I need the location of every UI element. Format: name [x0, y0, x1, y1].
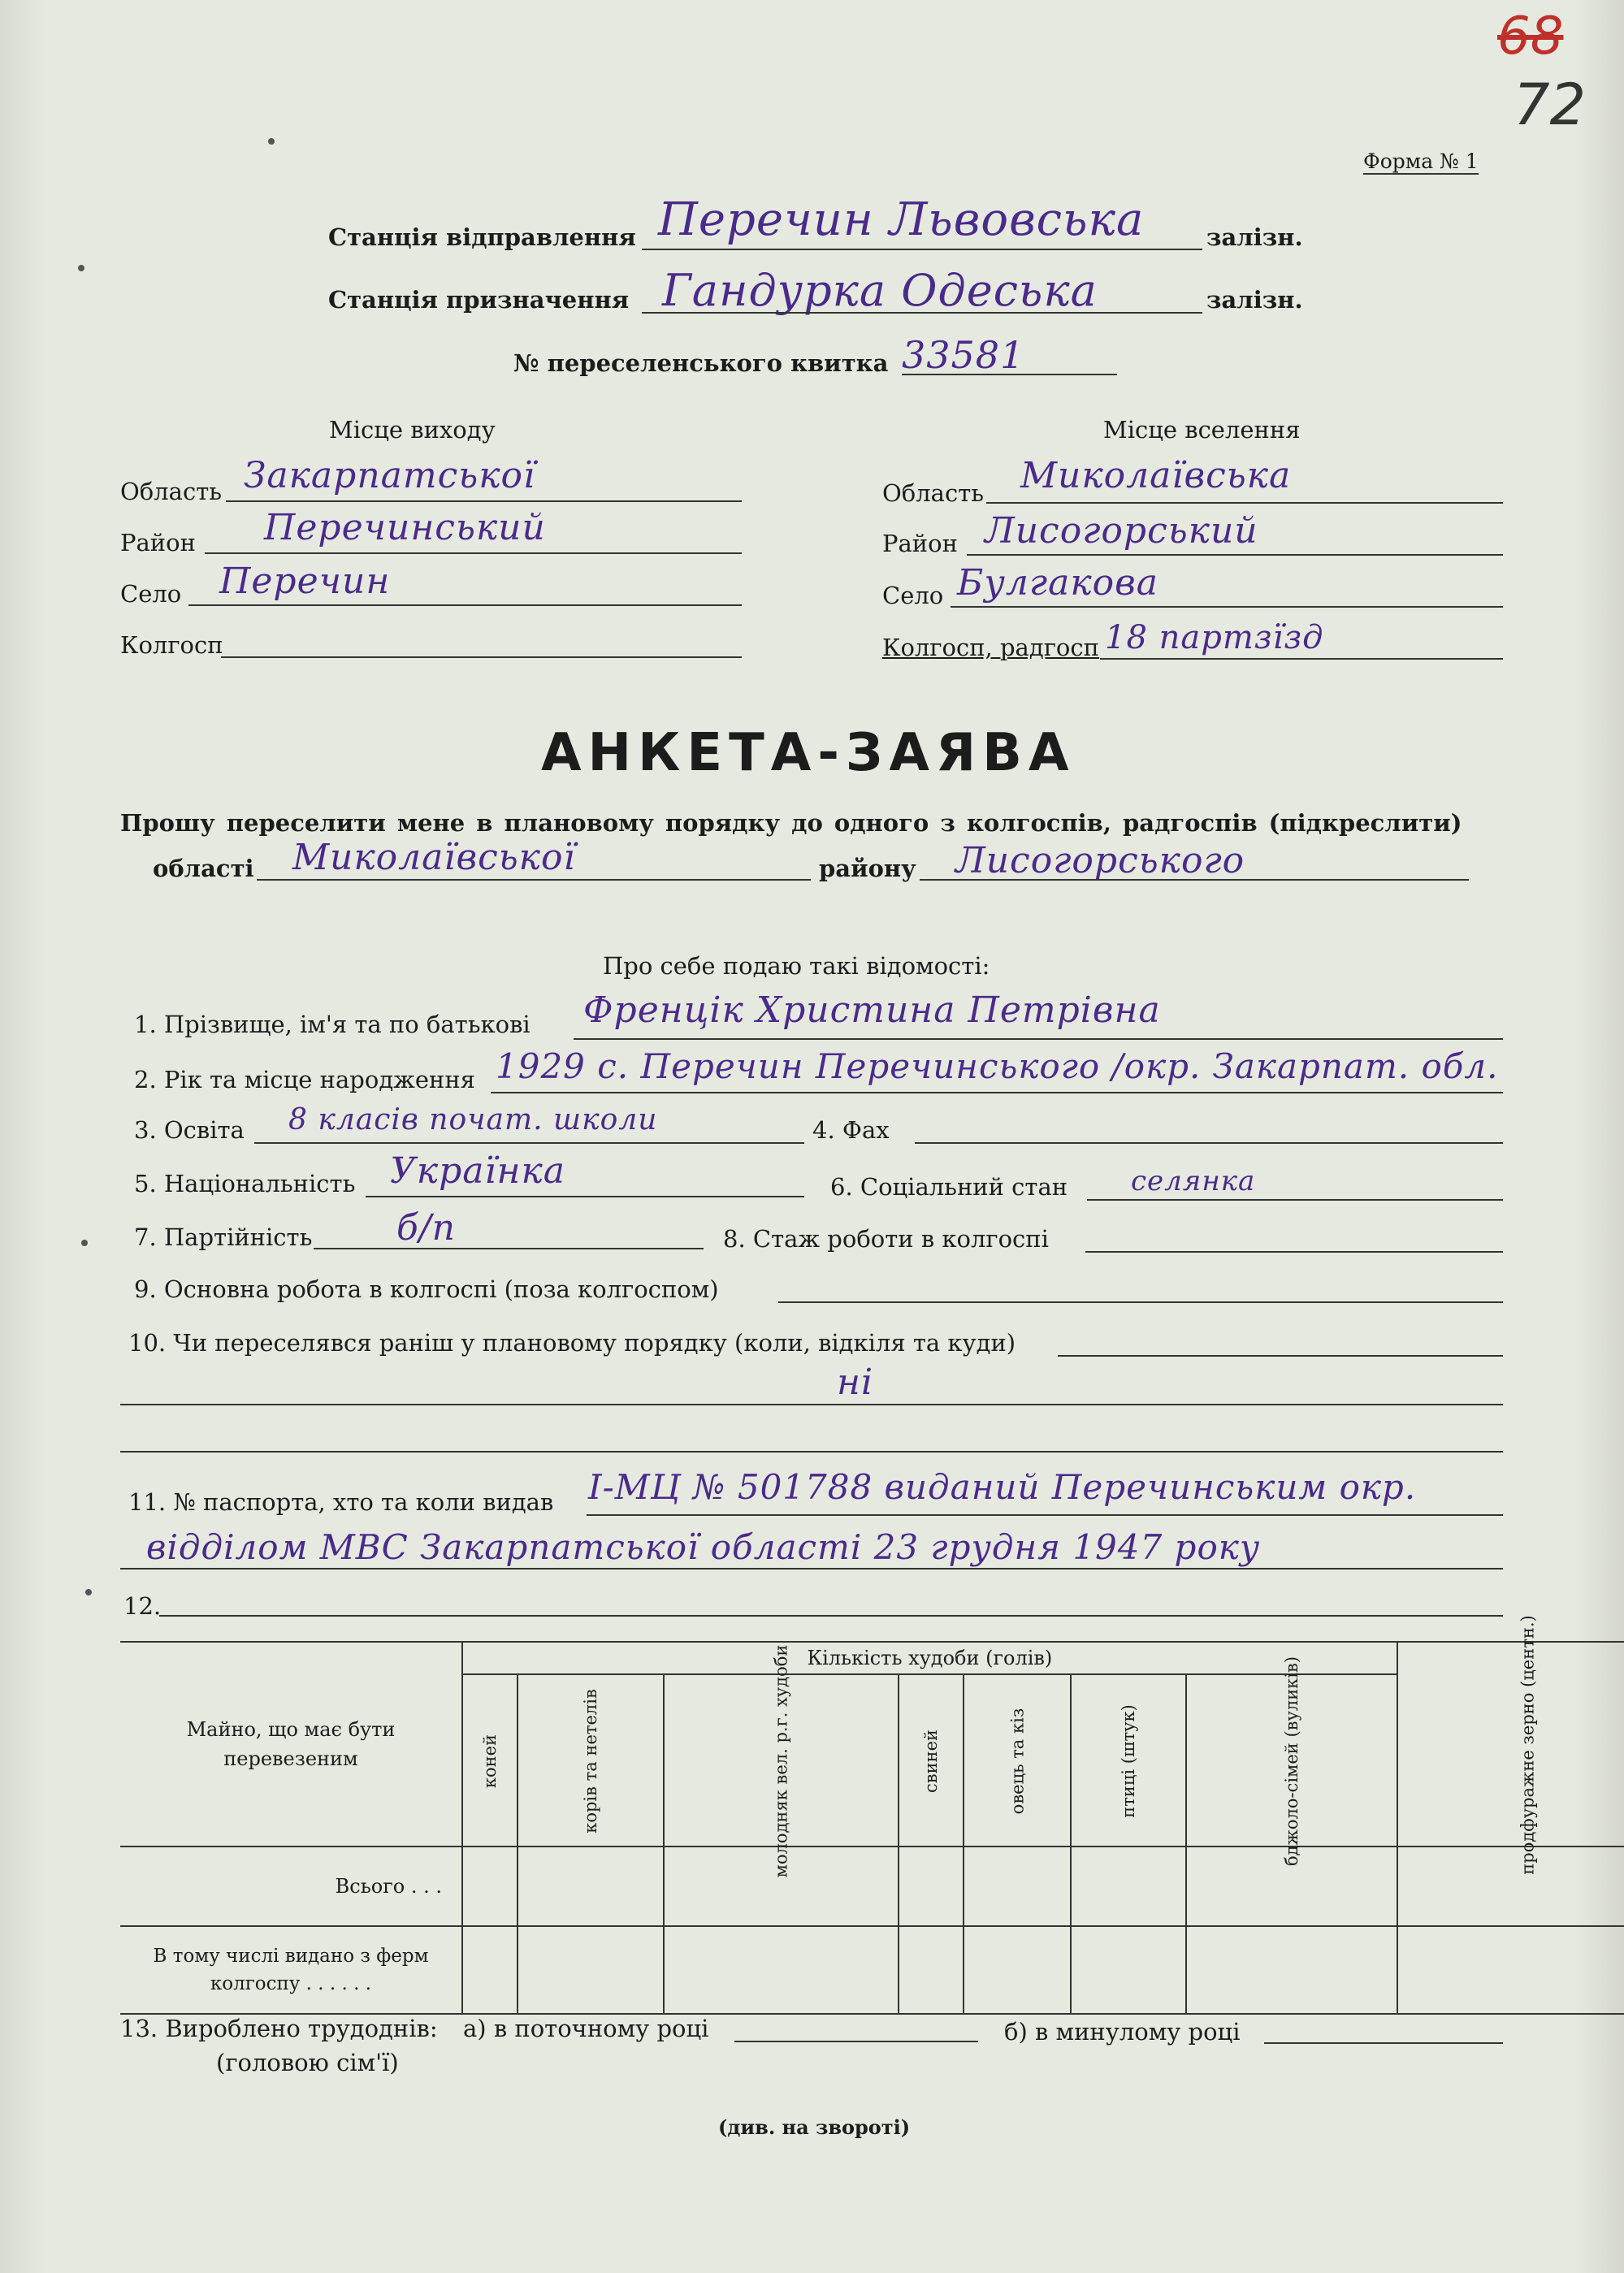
form-number: Форма № 1 — [1363, 149, 1479, 173]
table-cell — [1186, 1926, 1397, 2014]
field-2-value: 1929 с. Перечин Перечинського /окр. Закарпат. обл. — [496, 1046, 1499, 1086]
table-row — [120, 1847, 1624, 1926]
punch-hole — [268, 138, 275, 145]
field-11-line — [587, 1514, 1503, 1516]
footer-note: (див. на звороті) — [718, 2115, 911, 2139]
field-4-label: 4. Фах — [812, 1116, 890, 1144]
field-3-label: 3. Освіта — [134, 1116, 245, 1144]
field-11-line-2 — [120, 1568, 1503, 1569]
field-2-label: 2. Рік та місце народження — [134, 1066, 475, 1093]
destination-district-value: Лисогорський — [985, 510, 1258, 552]
origin-district-label: Район — [120, 529, 196, 556]
page-title: АНКЕТА-ЗАЯВА — [541, 723, 1076, 783]
origin-village-line — [188, 604, 742, 606]
property-table — [120, 1615, 1624, 2015]
origin-region-value: Закарпатської — [244, 455, 536, 496]
col-header-text: овець та кіз — [1007, 1708, 1027, 1815]
field-6-line — [1087, 1199, 1503, 1201]
field-1-line — [574, 1038, 1503, 1040]
field-7-label: 7. Партійність — [134, 1223, 313, 1251]
destination-kolhosp-label: Колгосп, радгосп — [882, 634, 1099, 661]
table-cell — [899, 1847, 964, 1926]
field-10-line-2 — [120, 1404, 1503, 1405]
table-cell — [899, 1926, 964, 2014]
punch-hole — [81, 1240, 88, 1246]
field-3-line — [254, 1142, 804, 1144]
field-11-label: 11. № паспорта, хто та коли видав — [128, 1488, 554, 1516]
destination-station-label: Станція призначення — [328, 286, 630, 314]
table-cell — [518, 1926, 664, 2014]
punch-hole — [78, 265, 84, 271]
origin-village-label: Село — [120, 580, 182, 608]
field-6-value: селянка — [1131, 1165, 1256, 1197]
departure-line — [642, 249, 1202, 250]
field-6-label: 6. Соціальний стан — [830, 1173, 1068, 1201]
field-3-value: 8 класів почат. школи — [288, 1103, 658, 1136]
departure-value: Перечин Львовська — [658, 193, 1145, 246]
col-header — [462, 1674, 518, 1847]
col-header — [899, 1674, 964, 1847]
destination-station-value: Гандурка Одеська — [662, 265, 1098, 316]
table-cell — [1071, 1847, 1186, 1926]
origin-region-line — [226, 500, 742, 502]
destination-station-suffix: залізн. — [1206, 286, 1303, 314]
origin-village-value: Перечин — [219, 561, 391, 602]
col-header-text: корів та нетелів — [581, 1689, 600, 1834]
workdays-b-line — [1264, 2042, 1503, 2044]
col-header-text: бджоло-сімей (вуликів) — [1281, 1656, 1301, 1867]
ticket-line — [902, 374, 1117, 375]
row-farm-label — [120, 1926, 462, 2014]
field-4-line — [915, 1142, 1503, 1144]
destination-kolhosp-value: 18 партзїзд — [1105, 619, 1324, 656]
table-cell — [462, 1926, 518, 2014]
field-12-line — [159, 1615, 1503, 1617]
request-text: Прошу переселити мене в плановому порядку до одного з колгоспів, радгоспів (підкреслити) — [120, 809, 1462, 837]
col-header-text: свиней — [920, 1729, 941, 1794]
field-10-label: 10. Чи переселявся раніш у плановому порядку (коли, відкіля та куди) — [128, 1329, 1016, 1357]
field-5-value: Українка — [390, 1150, 566, 1192]
property-label — [120, 1642, 462, 1847]
destination-kolhosp-line — [1100, 658, 1503, 660]
field-7-value: б/п — [396, 1207, 457, 1249]
field-10-value: ні — [837, 1362, 874, 1403]
field-7-line — [314, 1248, 704, 1249]
destination-region-label: Область — [882, 479, 985, 507]
workdays-b-label: б) в минулому році — [1004, 2018, 1241, 2046]
request-raion-label: району — [819, 855, 916, 882]
livestock-group-header: Кількість худоби (голів) — [462, 1642, 1397, 1674]
field-10-line-3 — [120, 1451, 1503, 1453]
archive-number: 72 — [1514, 71, 1587, 138]
origin-district-line — [205, 552, 742, 554]
col-header-text: молодняк вел. р.г. худоби — [771, 1644, 791, 1878]
field-2-line — [491, 1092, 1503, 1093]
table-row — [120, 1926, 1624, 2014]
field-8-line — [1085, 1251, 1503, 1253]
field-5-label: 5. Національність — [134, 1170, 356, 1197]
request-oblast-value: Миколаївської — [292, 837, 576, 878]
request-raion-line — [920, 879, 1469, 881]
workdays-note: (головою сім'ї) — [216, 2049, 399, 2076]
destination-district-label: Район — [882, 530, 958, 557]
field-10-line — [1058, 1355, 1503, 1357]
table-cell — [1071, 1926, 1186, 2014]
destination-region-line — [986, 502, 1503, 504]
request-oblast-label: області — [153, 855, 254, 882]
field-8-label: 8. Стаж роботи в колгоспі — [723, 1225, 1049, 1253]
row-farm-label-text: В тому числі видано з ферм колгоспу . . . . . . — [153, 1946, 429, 1994]
field-11-value-1: I-МЦ № 501788 виданий Перечинським окр. — [588, 1467, 1417, 1507]
field-9-label: 9. Основна робота в колгоспі (поза колгоспом) — [134, 1275, 719, 1303]
destination-district-line — [967, 554, 1503, 556]
request-oblast-line — [257, 879, 811, 881]
origin-heading: Місце виходу — [329, 416, 496, 444]
workdays-a-line — [734, 2041, 978, 2042]
ticket-label: № переселенського квитка — [513, 349, 889, 377]
table-cell — [462, 1847, 518, 1926]
col-header-text: коней — [480, 1734, 500, 1789]
origin-region-label: Область — [120, 478, 223, 505]
col-header — [964, 1674, 1072, 1847]
table-cell — [964, 1926, 1072, 2014]
table-cell — [1397, 1926, 1624, 2014]
destination-heading: Місце вселення — [1103, 416, 1301, 444]
destination-village-label: Село — [882, 582, 944, 609]
col-header-text: продфуражне зерно (центн.) — [1518, 1615, 1538, 1875]
destination-station-line — [642, 312, 1202, 314]
field-11-value-2: відділом МВС Закарпатської області 23 грудня 1947 року — [146, 1527, 1261, 1567]
destination-village-value: Булгакова — [957, 562, 1158, 604]
field-1-label: 1. Прізвище, ім'я та по батькові — [134, 1011, 531, 1038]
col-header — [518, 1674, 664, 1847]
col-header — [1397, 1615, 1624, 1875]
field-5-line — [366, 1196, 804, 1197]
destination-village-line — [951, 606, 1503, 608]
table-cell — [518, 1847, 664, 1926]
origin-district-value: Перечинський — [264, 507, 546, 548]
row-total-label: Всього . . . — [120, 1847, 462, 1926]
workdays-label: 13. Вироблено трудоднів: — [120, 2015, 438, 2042]
origin-kolhosp-line — [221, 656, 742, 658]
field-12-label: 12. — [123, 1592, 162, 1620]
intro-text: Про себе подаю такі відомості: — [603, 952, 990, 980]
col-header-text: птиці (штук) — [1118, 1704, 1138, 1818]
request-raion-value: Лисогорського — [955, 840, 1245, 881]
origin-kolhosp-label: Колгосп — [120, 631, 223, 659]
col-header — [1186, 1656, 1397, 1867]
property-label-text: Майно, що має бути перевезеним — [186, 1718, 396, 1770]
ticket-value: 33581 — [902, 333, 1025, 377]
table-cell — [664, 1926, 899, 2014]
col-header — [664, 1644, 899, 1878]
table-header-group-row — [120, 1642, 1624, 1674]
col-header — [1071, 1674, 1186, 1847]
destination-region-value: Миколаївська — [1020, 455, 1292, 496]
table-cell — [964, 1847, 1072, 1926]
archive-number-crossed: 68 — [1497, 6, 1564, 67]
departure-label: Станція відправлення — [328, 223, 636, 251]
punch-hole — [85, 1589, 92, 1595]
departure-suffix: залізн. — [1206, 223, 1303, 251]
field-9-line — [778, 1301, 1503, 1303]
workdays-a-label: а) в поточному році — [463, 2015, 709, 2042]
table-cell — [1397, 1847, 1624, 1926]
field-1-value: Френцік Христина Петрівна — [583, 989, 1161, 1031]
